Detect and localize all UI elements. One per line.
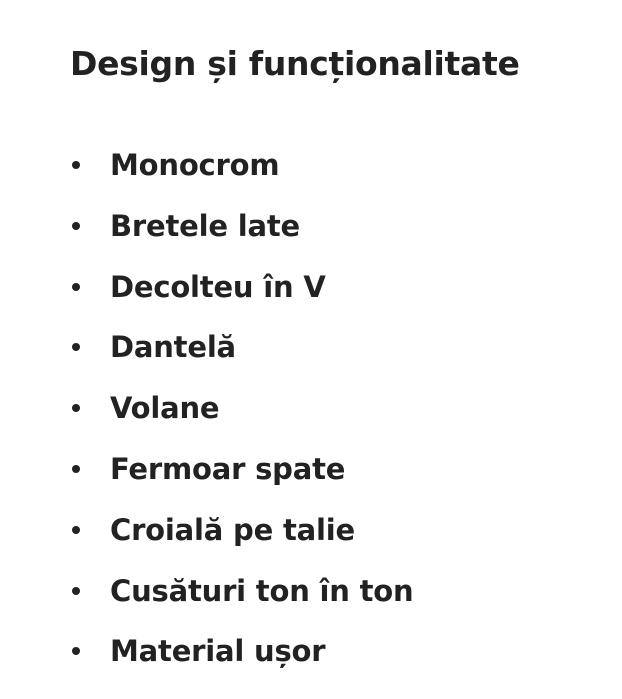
list-item: [0, 439, 622, 500]
list-item: [0, 257, 622, 318]
bullet-icon: [72, 647, 80, 655]
bullet-icon: [72, 526, 80, 534]
list-item: [0, 317, 622, 378]
feature-label: Bretele late: [110, 208, 300, 243]
section-title: Design și funcționalitate: [70, 44, 520, 83]
feature-label: Cusături ton în ton: [110, 573, 414, 608]
feature-label: Volane: [110, 391, 220, 426]
bullet-icon: [72, 343, 80, 351]
feature-label: Material ușor: [110, 634, 326, 669]
bullet-icon: [72, 222, 80, 230]
feature-label: Croială pe talie: [110, 512, 355, 547]
list-item: [0, 500, 622, 561]
feature-label: Monocrom: [110, 148, 280, 182]
feature-label: Fermoar spate: [110, 451, 346, 486]
bullet-icon: [72, 404, 80, 412]
bullet-icon: [72, 587, 80, 595]
bullet-icon: [72, 283, 80, 291]
feature-label: Dantelă: [110, 330, 236, 365]
list-item: [0, 378, 622, 439]
list-item: [0, 621, 622, 682]
feature-label: Decolteu în V: [110, 269, 326, 304]
feature-list: [0, 135, 622, 682]
list-item: [0, 561, 622, 622]
bullet-icon: [72, 465, 80, 473]
list-item: [0, 135, 622, 196]
list-item: [0, 196, 622, 257]
bullet-icon: [72, 161, 80, 169]
